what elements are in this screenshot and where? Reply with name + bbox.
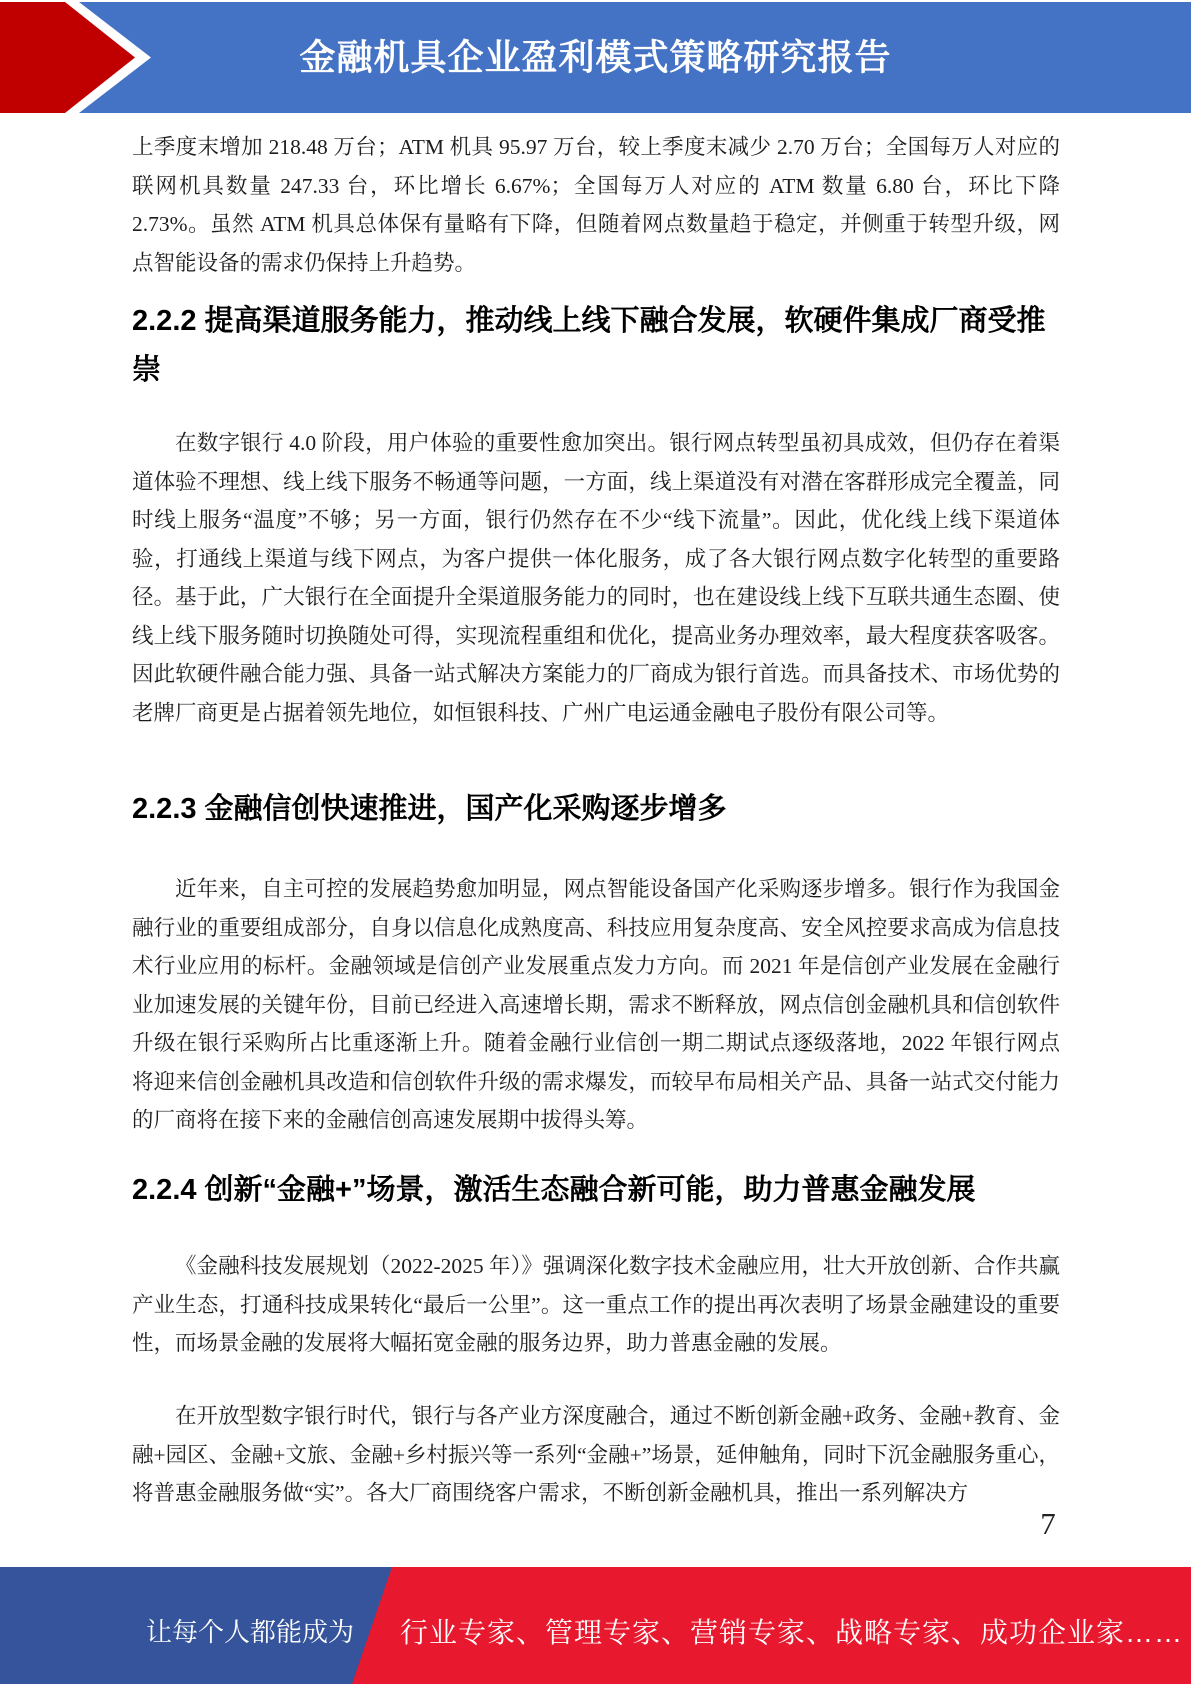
paragraph-intro: 上季度末增加 218.48 万台；ATM 机具 95.97 万台，较上季度末减少 2.70 万台；全国每万人对应的联网机具数量 247.33 台，环比增长 6.67%；全国每万人对应的 ATM 数量 6.80 台，环比下降 2.73%。虽然 ATM 机具总体保有量略有下降，但随着网点数量趋于稳定，并侧重于转型升级，网点智能设备的需求仍保持上升趋势。 xyxy=(132,135,1060,275)
footer-slogan-left: 让每个人都能成为 xyxy=(146,1617,355,1647)
section-2-2-4-paragraph-2: 在开放型数字银行时代，银行与各产业方深度融合，通过不断创新金融+政务、金融+教育、金融+园区、金融+文旅、金融+乡村振兴等一系列“金融+”场景，延伸触角，同时下沉金融服务重心，将普惠金融服务做“实”。各大厂商围绕客户需求，不断创新金融机具，推出一系列解决方 xyxy=(132,1404,1060,1505)
page-footer xyxy=(0,1567,1191,1684)
section-heading-2-2-3: 2.2.3 金融信创快速推进，国产化采购逐步增多 xyxy=(132,793,727,825)
section-heading-2-2-2: 2.2.2 提高渠道服务能力，推动线上线下融合发展，软硬件集成厂商受推崇 xyxy=(132,305,1046,386)
section-heading-2-2-4: 2.2.4 创新“金融+”场景，激活生态融合新可能，助力普惠金融发展 xyxy=(132,1174,976,1206)
section-2-2-3-paragraph: 近年来，自主可控的发展趋势愈加明显，网点智能设备国产化采购逐步增多。银行作为我国金融行业的重要组成部分，自身以信息化成熟度高、科技应用复杂度高、安全风控要求高成为信息技术行业应用的标杆。金融领域是信创产业发展重点发力方向。而 2021 年是信创产业发展在金融行业加速发展的关键年份，目前已经进入高速增长期，需求不断释放，网点信创金融机具和信创软件升级在银行采购所占比重逐渐上升。随着金融行业信创一期二期试点逐级落地，2022 年银行网点将迎来信创金融机具改造和信创软件升级的需求爆发，而较早布局相关产品、具备一站式交付能力的厂商将在接下来的金融信创高速发展期中拔得头筹。 xyxy=(132,877,1060,1132)
report-title: 金融机具企业盈利模式策略研究报告 xyxy=(299,35,892,77)
section-2-2-4-paragraph-1: 《金融科技发展规划（2022-2025 年）》强调深化数字技术金融应用，壮大开放创新、合作共赢产业生态，打通科技成果转化“最后一公里”。这一重点工作的提出再次表明了场景金融建设的重要性，而场景金融的发展将大幅拓宽金融的服务边界，助力普惠金融的发展。 xyxy=(132,1254,1060,1355)
page-number: 7 xyxy=(1040,1506,1056,1541)
footer-slogan-right: 行业专家、管理专家、营销专家、战略专家、成功企业家…… xyxy=(400,1617,1184,1648)
section-2-2-2-paragraph: 在数字银行 4.0 阶段，用户体验的重要性愈加突出。银行网点转型虽初具成效，但仍存在着渠道体验不理想、线上线下服务不畅通等问题，一方面，线上渠道没有对潜在客群形成完全覆盖，同时线上服务“温度”不够；另一方面，银行仍然存在不少“线下流量”。因此，优化线上线下渠道体验，打通线上渠道与线下网点，为客户提供一体化服务，成了各大银行网点数字化转型的重要路径。基于此，广大银行在全面提升全渠道服务能力的同时，也在建设线上线下互联共通生态圈、使线上线下服务随时切换随处可得，实现流程重组和优化，提高业务办理效率，最大程度获客吸客。因此软硬件融合能力强、具备一站式解决方案能力的厂商成为银行首选。而具备技术、市场优势的老牌厂商更是占据着领先地位，如恒银科技、广州广电运通金融电子股份有限公司等。 xyxy=(132,431,1060,725)
page-header xyxy=(0,2,1191,113)
